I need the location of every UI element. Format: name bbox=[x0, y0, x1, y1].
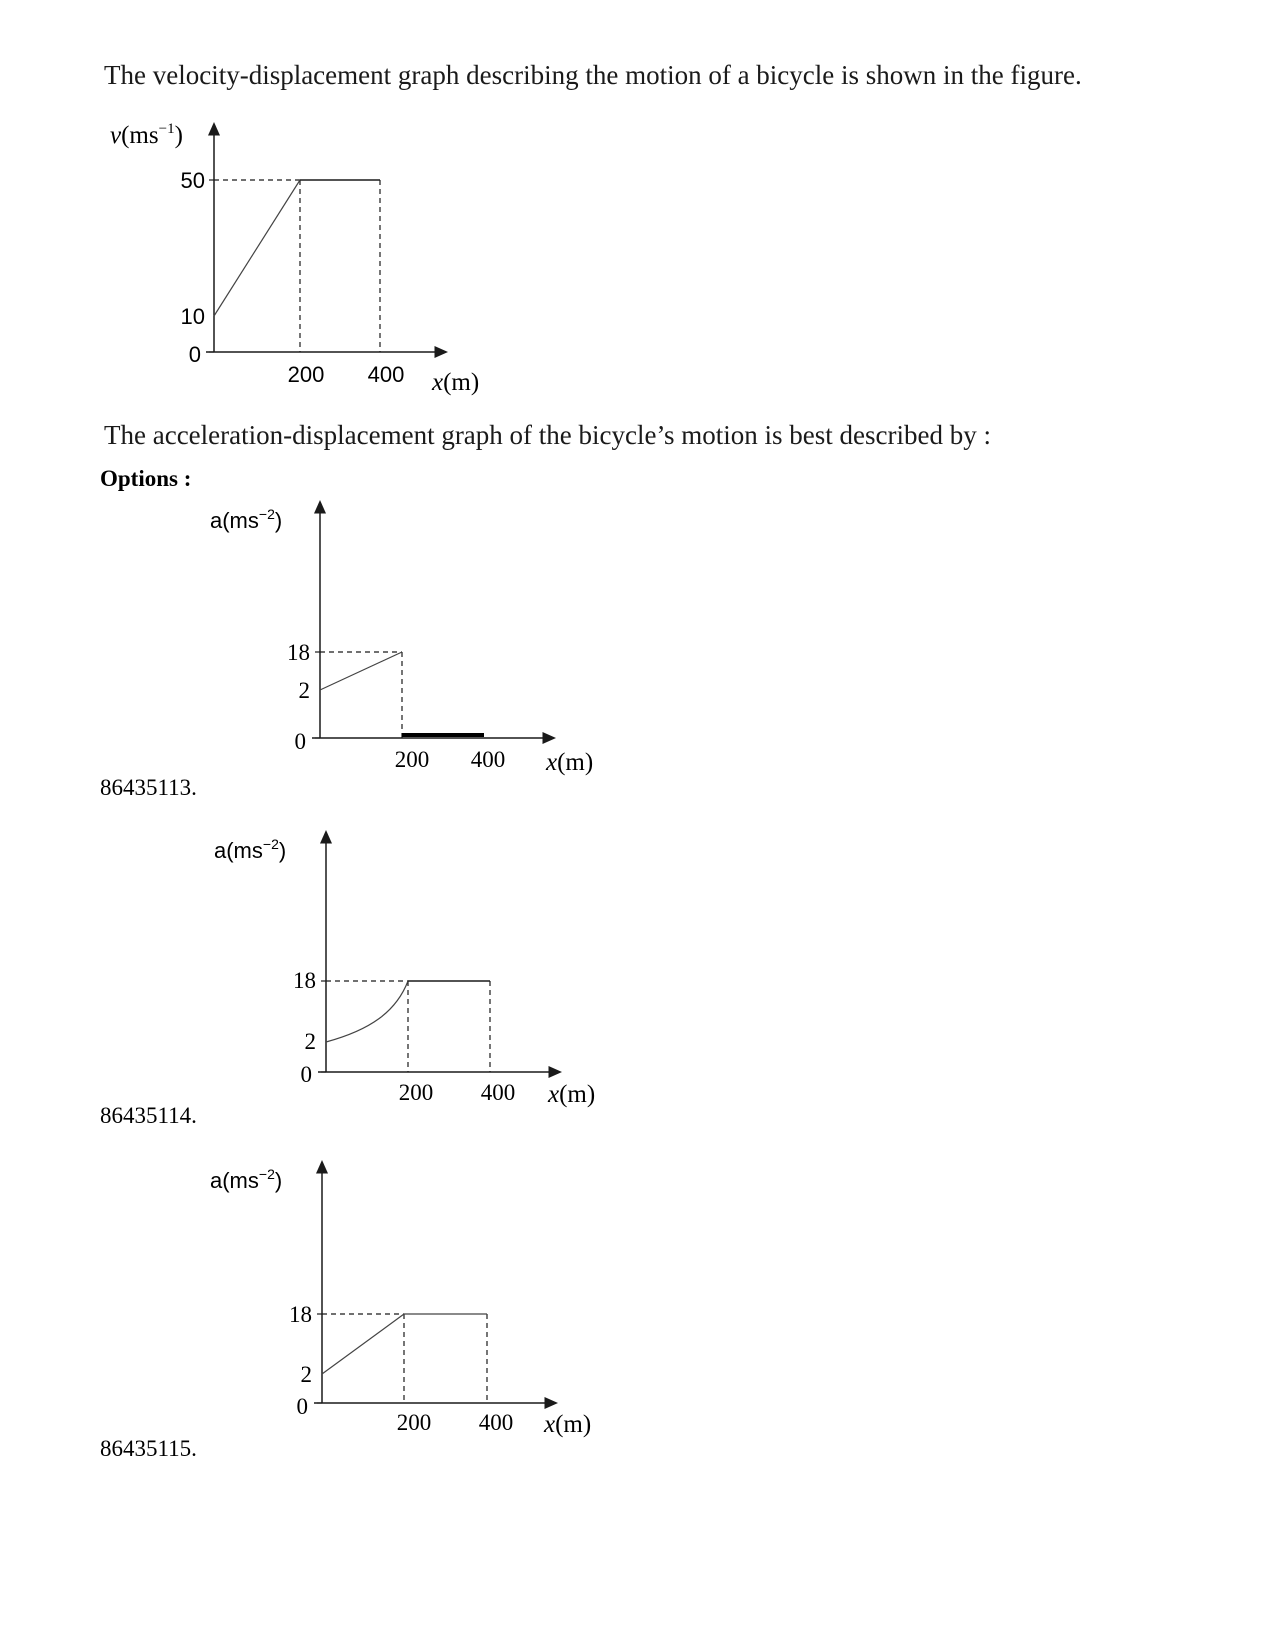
main-x-tick-400: 400 bbox=[367, 362, 405, 387]
option-2-y-tick-18: 18 bbox=[293, 968, 316, 993]
option-3-x-label: x(m) bbox=[544, 1411, 592, 1438]
option-2-x-tick-400: 400 bbox=[480, 1080, 516, 1105]
option-2-y-tick-2: 2 bbox=[304, 1029, 316, 1054]
option-1-x-tick-400: 400 bbox=[470, 747, 506, 772]
option-1-x-tick-200: 200 bbox=[394, 747, 430, 772]
option-3-y-tick-2: 2 bbox=[300, 1362, 312, 1387]
main-y-tick-50: 50 bbox=[180, 168, 205, 193]
option-1-y-label: $a(ms^{-2})$ bbox=[210, 506, 283, 533]
option-2-id: 86435114. bbox=[100, 1103, 197, 1128]
option-2-x-label: x(m) bbox=[548, 1081, 596, 1108]
option-1-y-tick-2: 2 bbox=[298, 678, 310, 703]
option-3-y-tick-0: 0 bbox=[296, 1394, 308, 1419]
options-heading: Options : bbox=[100, 466, 192, 491]
main-y-tick-10: 10 bbox=[180, 304, 205, 329]
main-x-label: x(m) bbox=[432, 369, 480, 396]
option-2-y-tick-0: 0 bbox=[300, 1062, 312, 1087]
option-1-id: 86435113. bbox=[100, 775, 197, 800]
main-x-tick-200: 200 bbox=[287, 362, 325, 387]
option-2-x-tick-200: 200 bbox=[398, 1080, 434, 1105]
option-3-y-tick-18: 18 bbox=[289, 1302, 312, 1327]
option-3-x-tick-400: 400 bbox=[478, 1410, 514, 1435]
option-2-y-label: $a(ms^{-2})$ bbox=[214, 836, 287, 863]
option-3-x-tick-200: 200 bbox=[396, 1410, 432, 1435]
question-text: The velocity-displacement graph describing the motion of a bicycle is shown in the figure. bbox=[104, 60, 1082, 90]
question-prompt: The acceleration-displacement graph of the bicycle’s motion is best described by : bbox=[104, 420, 991, 450]
option-1-x-label: x(m) bbox=[546, 749, 594, 776]
option-1-y-tick-18: 18 bbox=[287, 640, 310, 665]
option-3-id: 86435115. bbox=[100, 1436, 197, 1461]
option-3-y-label: $a(ms^{-2})$ bbox=[210, 1166, 283, 1193]
option-1-y-tick-0: 0 bbox=[294, 729, 306, 754]
main-y-tick-0: 0 bbox=[188, 342, 201, 367]
main-y-label: $v(ms^{-1})$ bbox=[110, 121, 183, 149]
option-3-ramp bbox=[322, 1314, 404, 1374]
